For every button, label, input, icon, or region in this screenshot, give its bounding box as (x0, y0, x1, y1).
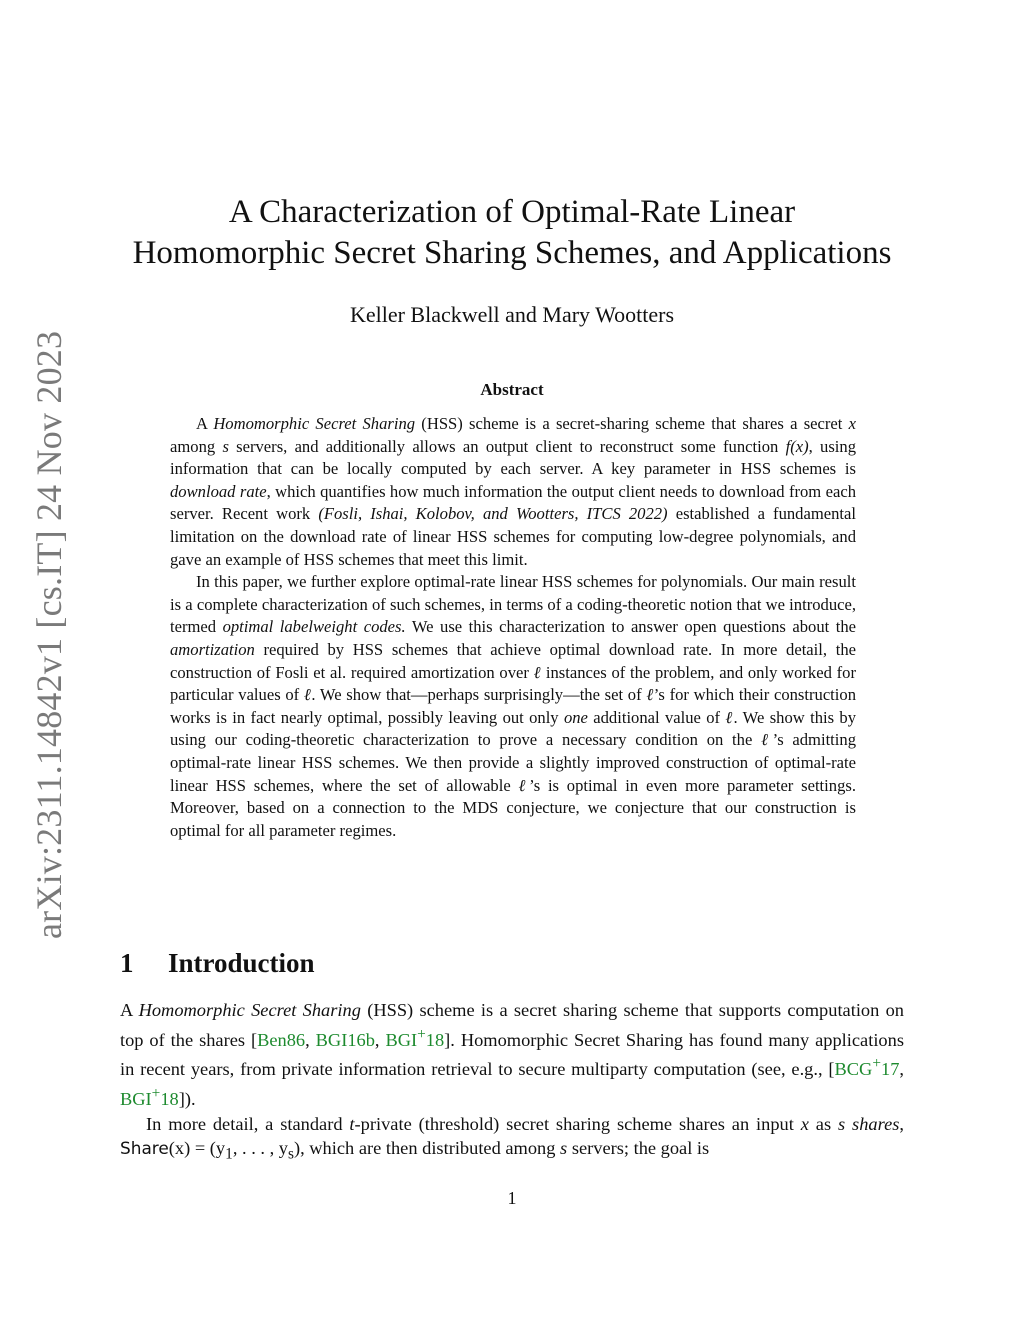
abstract-paragraph-2: In this paper, we further explore optimal-rate linear HSS schemes for polynomials. Our main result is a complete characterization of such schemes, in terms of a coding-theoretic notion that we introduce, termed optimal labelweight codes. We use this characterization to answer open questions about the amortization required by HSS schemes that achieve optimal download rate. In more detail, the construction of Fosli et al. required amortization over ℓ instances of the problem, and only worked for particular values of ℓ. We show that—perhaps surprisingly—the set of ℓ’s for which their construction works is in fact nearly optimal, possibly leaving out only one additional value of ℓ. We show this by using our coding-theoretic characterization to prove a necessary condition on the ℓ’s admitting optimal-rate linear HSS schemes. We then provide a slightly improved construction of optimal-rate linear HSS schemes, where the set of allowable ℓ’s is optimal in even more parameter settings. Moreover, based on a connection to the MDS conjecture, we conjecture that our construction is optimal for all parameter regimes. (170, 572, 857, 840)
citation-link[interactable]: BGI+18 (385, 1025, 445, 1050)
citation-link[interactable]: BGI+18 (120, 1085, 179, 1110)
arxiv-identifier: arXiv:2311.14842v1 [cs.IT] 24 Nov 2023 (29, 330, 69, 939)
intro-paragraph-2: In more detail, a standard t-private (threshold) secret sharing scheme shares an input x as s shares, Share(x) = ($y_1$, . . . , $y_s$), which are then distributed among s servers; the goal is (120, 1113, 904, 1164)
section-number: 1 (120, 948, 134, 978)
citation-link[interactable]: BGI16b (315, 1029, 375, 1050)
page-number: 1 (507, 1188, 517, 1208)
abstract-body (170, 413, 856, 842)
abstract-paragraph-1: A Homomorphic Secret Sharing (HSS) scheme is a secret-sharing scheme that shares a secret x among s servers, and additionally allows an output client to reconstruct some function f(x), using information that can be locally computed by each server. A key parameter in HSS schemes is download rate, which quantifies how much information the output client needs to download from each server. Recent work (Fosli, Ishai, Kolobov, and Wootters, ITCS 2022) established a fundamental limitation on the download rate of linear HSS schemes for computing low-degree polynomials, and gave an example of HSS schemes that meet this limit. (170, 414, 857, 569)
author-list: Keller Blackwell and Mary Wootters (349, 302, 675, 327)
section-heading-introduction (120, 948, 315, 979)
paper-title (100, 192, 924, 274)
abstract-heading: Abstract (480, 380, 544, 399)
intro-paragraph-1: A Homomorphic Secret Sharing (HSS) scheme is a secret sharing scheme that supports computation on top of the shares [Ben86, BGI16b, BGI+18]. Homomorphic Secret Sharing has found many applications in recent years, from private information retrieval to secure multiparty computation (see, e.g., [BCG+17, BGI+18]). (120, 1000, 904, 1110)
section-title: Introduction (168, 948, 315, 978)
citation-link[interactable]: BCG+17 (834, 1055, 900, 1080)
title-line-2: Homomorphic Secret Sharing Schemes, and Applications (132, 235, 892, 271)
introduction-body (120, 998, 904, 1168)
title-line-1: A Characterization of Optimal-Rate Linear (228, 194, 796, 230)
citation-link[interactable]: Ben86 (257, 1029, 306, 1050)
